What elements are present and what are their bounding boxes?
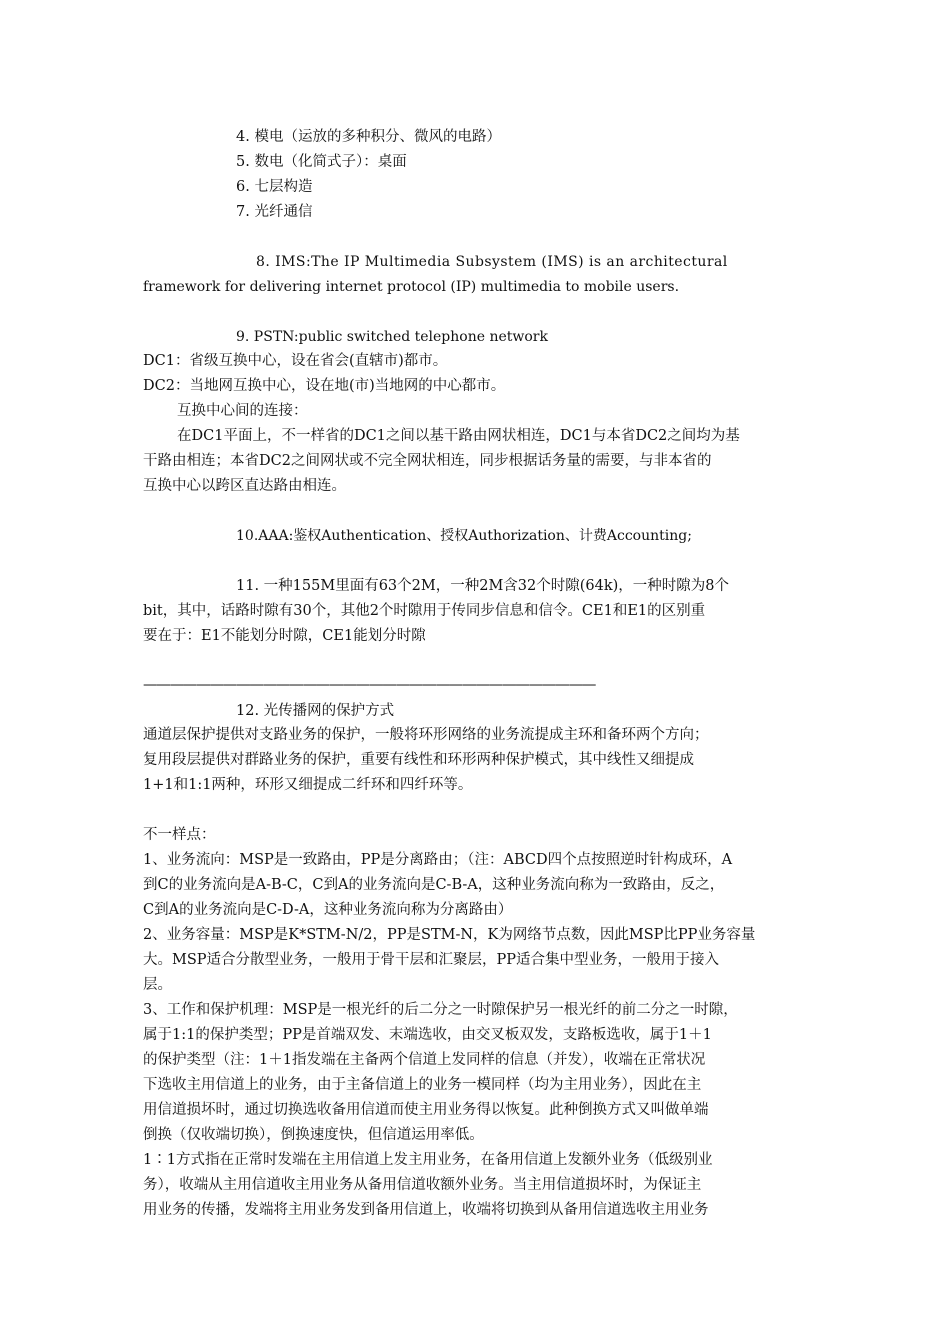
list-item: 6. 七层构造 — [236, 179, 313, 195]
paragraph-line: 复用段层提供对群路业务的保护，重要有线性和环形两种保护模式，其中线性又细提成 — [143, 752, 694, 768]
paragraph-line: 用业务的传播，发端将主用业务发到备用信道上，收端将切换到从备用信道选收主用业务 — [143, 1202, 709, 1218]
paragraph-line: 务），收端从主用信道收主用业务从备用信道收额外业务。当主用信道损坏时，为保证主 — [143, 1177, 702, 1193]
differences-heading: 不一样点： — [143, 827, 216, 843]
paragraph-line: 互换中心以跨区直达路由相连。 — [143, 478, 346, 494]
paragraph-line: 大。MSP适合分散型业务，一般用于骨干层和汇聚层，PP适合集中型业务，一般用于接入 — [143, 952, 720, 968]
paragraph-line: 到C的业务流向是A-B-C，C到A的业务流向是C-B-A，这种业务流向称为一致路由，反之， — [143, 877, 725, 893]
connection-heading: 互换中心间的连接： — [177, 403, 308, 419]
paragraph-line: 属于1:1的保护类型；PP是首端双发、末端选收，由交叉板双发，支路板选收，属于1＋1 — [143, 1027, 712, 1043]
paragraph-line: 在DC1平面上，不一样省的DC1之间以基干路由网状相连，DC1与本省DC2之间均为基 — [177, 428, 740, 444]
separator: —————————————————————————————————— — [143, 677, 596, 693]
paragraph-line: 用信道损坏时，通过切换选收备用信道而使主用业务得以恢复。此种倒换方式又叫做单端 — [143, 1102, 709, 1118]
paragraph-line: 层。 — [143, 977, 172, 993]
paragraph-line: 通道层保护提供对支路业务的保护，一般将环形网络的业务流提成主环和备环两个方向； — [143, 727, 709, 743]
item-8-line-1: 8. IMS:The IP Multimedia Subsystem (IMS) is an architectural — [256, 254, 728, 270]
item-11-line: bit，其中，话路时隙有30个，其他2个时隙用于传同步信息和信令。CE1和E1的区别重 — [143, 603, 706, 619]
paragraph-line: C到A的业务流向是C-D-A，这种业务流向称为分离路由） — [143, 902, 513, 918]
item-8-line-2: framework for delivering internet protocol (IP) multimedia to mobile users. — [143, 279, 680, 295]
paragraph-line: 1、业务流向：MSP是一致路由，PP是分离路由；（注：ABCD四个点按照逆时针构成环，A — [143, 852, 733, 868]
paragraph-line: 1+1和1:1两种，环形又细提成二纤环和四纤环等。 — [143, 777, 473, 793]
paragraph-line: 2、业务容量：MSP是K*STM-N/2，PP是STM-N，K为网络节点数，因此MSP比PP业务容量 — [143, 927, 756, 943]
item-11-line: 要在于：E1不能划分时隙，CE1能划分时隙 — [143, 628, 426, 644]
dc2-definition: DC2：当地网互换中心，设在地(市)当地网的中心都市。 — [143, 378, 506, 394]
item-11-line: 11. 一种155M里面有63个2M，一种2M含32个时隙(64k)，一种时隙为8个 — [236, 578, 730, 594]
list-item: 4. 模电（运放的多种积分、微风的电路） — [236, 129, 501, 145]
dc1-definition: DC1：省级互换中心，设在省会(直辖市)都市。 — [143, 353, 448, 369]
item-12-heading: 12. 光传播网的保护方式 — [236, 703, 395, 719]
paragraph-line: 3、工作和保护机理：MSP是一根光纤的后二分之一时隙保护另一根光纤的前二分之一时隙， — [143, 1002, 738, 1018]
list-item: 5. 数电（化简式子）：桌面 — [236, 154, 407, 170]
item-10: 10.AAA:鉴权Authentication、授权Authorization、计费Accounting; — [236, 528, 692, 544]
paragraph-line: 1∶1方式指在正常时发端在主用信道上发主用业务，在备用信道上发额外业务（低级别业 — [143, 1152, 713, 1168]
paragraph-line: 下选收主用信道上的业务，由于主备信道上的业务一模同样（均为主用业务），因此在主 — [143, 1077, 702, 1093]
item-9: 9. PSTN:public switched telephone network — [236, 329, 548, 345]
list-item: 7. 光纤通信 — [236, 204, 313, 220]
paragraph-line: 干路由相连；本省DC2之间网状或不完全网状相连，同步根据话务量的需要，与非本省的 — [143, 453, 712, 469]
paragraph-line: 倒换（仅收端切换），倒换速度快，但信道运用率低。 — [143, 1127, 484, 1143]
paragraph-line: 的保护类型（注：1＋1指发端在主备两个信道上发同样的信息（并发），收端在正常状况 — [143, 1052, 706, 1068]
